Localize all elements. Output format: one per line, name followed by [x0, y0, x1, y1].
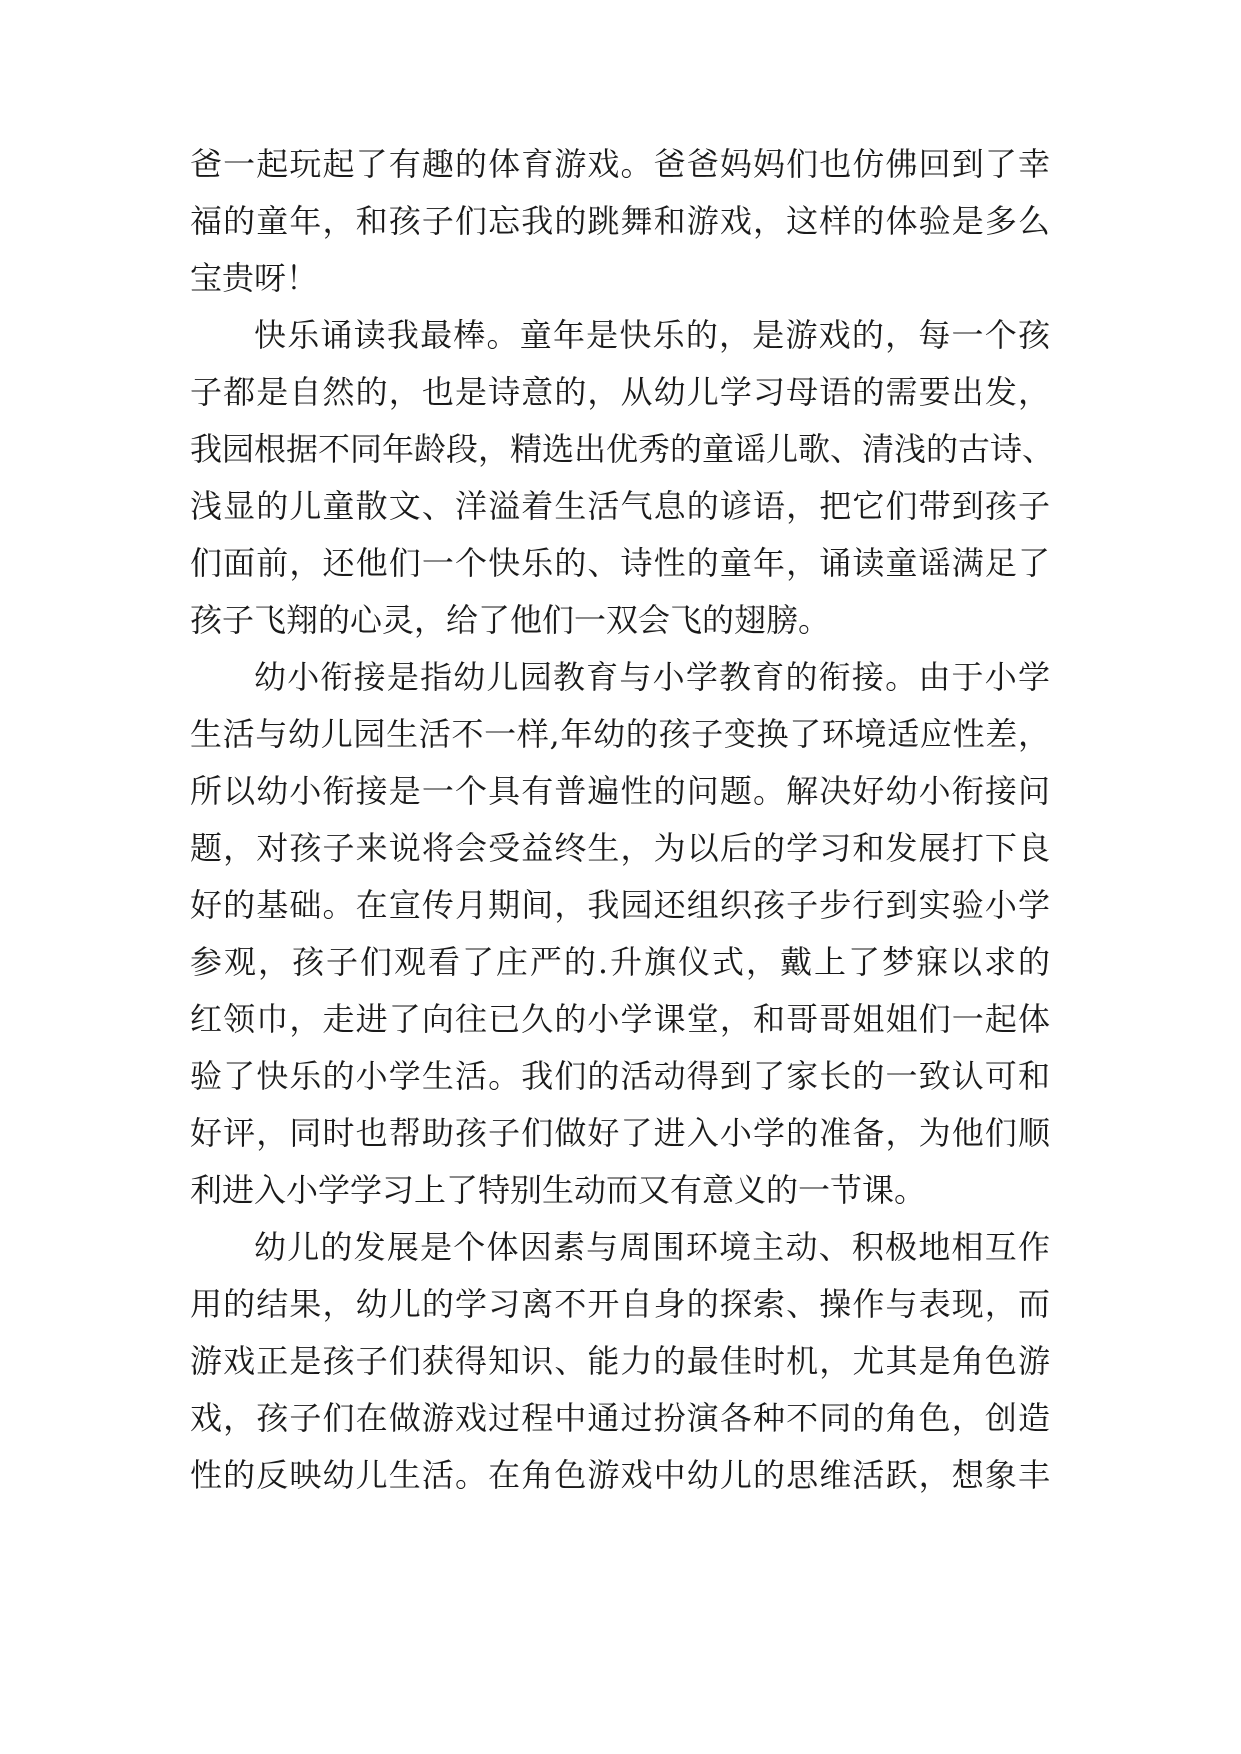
text-line: 宝贵呀！: [190, 259, 319, 297]
text-line: 所以幼小衔接是一个具有普遍性的问题。解决好幼小衔接问: [190, 772, 1050, 810]
text-line: 子都是自然的，也是诗意的，从幼儿学习母语的需要出发，: [190, 373, 1050, 411]
text-line: 戏，孩子们在做游戏过程中通过扮演各种不同的角色，创造: [190, 1399, 1050, 1437]
text-line: 孩子飞翔的心灵，给了他们一双会飞的翅膀。: [190, 601, 831, 639]
text-line: 游戏正是孩子们获得知识、能力的最佳时机，尤其是角色游: [190, 1342, 1050, 1380]
text-line: 利进入小学学习上了特别生动而又有意义的一节课。: [190, 1171, 927, 1209]
text-line: 参观，孩子们观看了庄严的.升旗仪式，戴上了梦寐以求的: [190, 943, 1050, 981]
text-line: 红领巾，走进了向往已久的小学课堂，和哥哥姐姐们一起体: [190, 1000, 1050, 1038]
text-line: 爸一起玩起了有趣的体育游戏。爸爸妈妈们也仿佛回到了幸: [190, 145, 1050, 183]
paragraph-first-line: 幼小衔接是指幼儿园教育与小学教育的衔接。由于小学: [254, 658, 1050, 696]
text-line: 验了快乐的小学生活。我们的活动得到了家长的一致认可和: [190, 1057, 1050, 1095]
text-line: 性的反映幼儿生活。在角色游戏中幼儿的思维活跃，想象丰: [190, 1456, 1050, 1494]
text-line: 我园根据不同年龄段，精选出优秀的童谣儿歌、清浅的古诗、: [190, 430, 1055, 468]
text-line: 题，对孩子来说将会受益终生，为以后的学习和发展打下良: [190, 829, 1050, 867]
text-line: 好评，同时也帮助孩子们做好了进入小学的准备，为他们顺: [190, 1114, 1050, 1152]
text-line: 们面前，还他们一个快乐的、诗性的童年，诵读童谣满足了: [190, 544, 1050, 582]
paragraph-first-line: 快乐诵读我最棒。童年是快乐的，是游戏的，每一个孩: [254, 316, 1050, 354]
text-line: 好的基础。在宣传月期间，我园还组织孩子步行到实验小学: [190, 886, 1050, 924]
text-line: 浅显的儿童散文、洋溢着生活气息的谚语，把它们带到孩子: [190, 487, 1050, 525]
text-line: 福的童年，和孩子们忘我的跳舞和游戏，这样的体验是多么: [190, 202, 1050, 240]
text-line: 用的结果，幼儿的学习离不开自身的探索、操作与表现，而: [190, 1285, 1050, 1323]
paragraph-first-line: 幼儿的发展是个体因素与周围环境主动、积极地相互作: [254, 1228, 1050, 1266]
text-line: 生活与幼儿园生活不一样,年幼的孩子变换了环境适应性差，: [190, 715, 1050, 753]
